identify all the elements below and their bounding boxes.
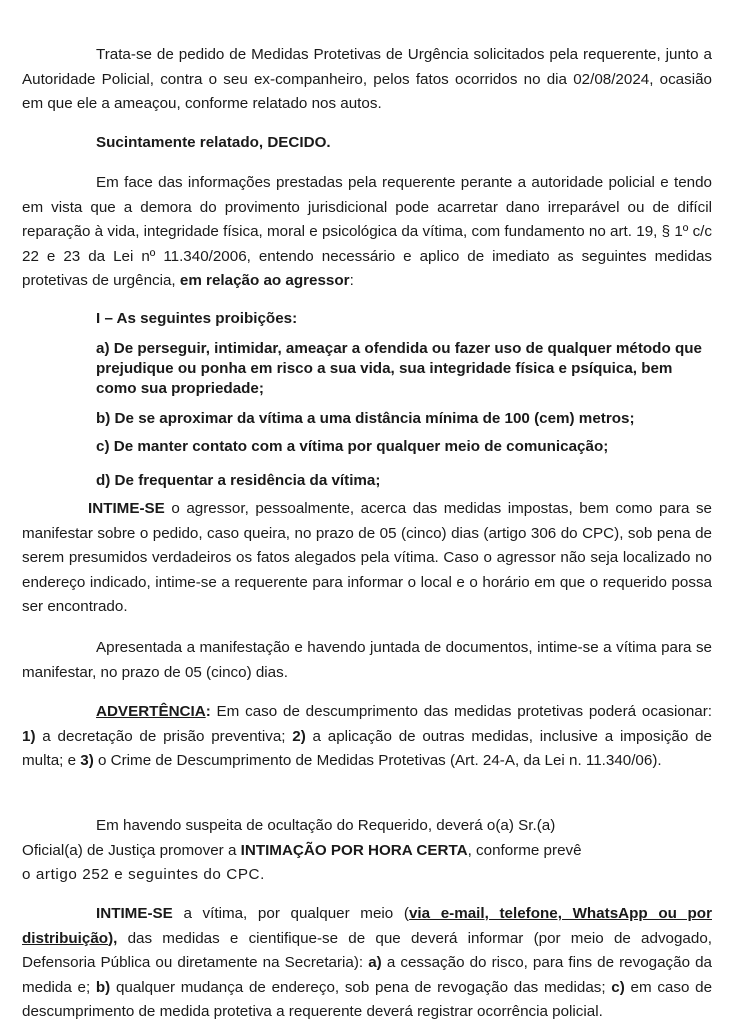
notify-victim-text xyxy=(22,902,712,1025)
prohibition-item-b: b) De se aproximar da vítima a uma distância mínima de 100 (cem) metros; xyxy=(96,410,635,427)
notify-victim-tb: qualquer mudança de endereço, sob pena de revogação das medidas; xyxy=(110,978,612,996)
hora-certa-bold: INTIMAÇÃO POR HORA CERTA xyxy=(240,841,468,859)
grounds-end: : xyxy=(349,272,354,289)
manifestation-text: Apresentada a manifestação e havendo juntada de documentos, intime-se a vítima para se manifestar, no prazo de 05 (cinco) dias. xyxy=(22,639,712,681)
warning-t2: a decretação de prisão preventiva; xyxy=(35,727,293,745)
grounds-text xyxy=(22,171,712,294)
warning-label: ADVERTÊNCIA xyxy=(96,703,206,720)
paragraph-hora-certa xyxy=(22,814,712,888)
notify-victim-t1: a vítima, por qualquer meio ( xyxy=(172,905,409,922)
warning-n1: 1) xyxy=(22,727,36,745)
hora-certa-line1: Em havendo suspeita de ocultação do Requerido, deverá o(a) Sr.(a) xyxy=(96,817,556,834)
prohibitions-heading: I – As seguintes proibições: xyxy=(96,310,298,327)
paragraph-notify-victim xyxy=(22,902,712,1025)
grounds-body: Em face das informações prestadas pela requerente perante a autoridade policial e tendo em vista que a demora do provimento jurisdicional pode acarretar dano irreparável ou de difícil reparação à vida, integridade física, moral e psicológica da vítima, com fundamento no art. 19, § 1º c/c 22 e 23 da Lei nº 11.340/2006, entendo necessário e aplico de imediato as seguintes medidas protetivas de urgência, xyxy=(22,174,712,289)
decision-heading-block xyxy=(22,131,712,156)
warning-colon: : xyxy=(205,703,211,720)
prohibitions-list xyxy=(96,309,712,491)
prohibition-item-d: d) De frequentar a residência da vítima; xyxy=(96,472,381,489)
warning-n2: 2) xyxy=(292,727,306,745)
paragraph-facts xyxy=(22,43,712,117)
hora-certa-line2-b: , conforme prevê xyxy=(467,841,582,859)
paragraph-warning xyxy=(22,700,712,774)
hora-certa-line2 xyxy=(22,839,712,864)
grounds-bold: em relação ao agressor xyxy=(179,272,350,289)
warning-t3: a aplicação de outras medidas, inclusive a imposição de multa; e xyxy=(22,727,712,769)
notify-victim-tc: em caso de descumprimento de medida protetiva a requerente deverá registrar ocorrência policial. xyxy=(22,978,713,1020)
notify-victim-bold: INTIME-SE xyxy=(96,905,173,922)
facts-text: Trata-se de pedido de Medidas Protetivas de Urgência solicitados pela requerente, junto a Autoridade Policial, contra o seu ex-companheiro, pelos fatos ocorridos no dia 02/08/2024, ocasião em que ele a ameaçou, conforme relatado nos autos. xyxy=(22,46,712,112)
prohibition-item-c: c) De manter contato com a vítima por qualquer meio de comunicação; xyxy=(96,438,609,455)
notify-victim-c: c) xyxy=(611,978,625,996)
notify-victim-ta: a cessação do risco, para fins de revogação da medida e; xyxy=(22,954,712,996)
warning-text xyxy=(22,700,712,774)
hora-certa-line2-a: Oficial(a) de Justiça promover a xyxy=(22,841,241,859)
decision-heading: Sucintamente relatado, DECIDO. xyxy=(96,134,331,151)
paragraph-grounds xyxy=(22,171,712,294)
warning-t4: o Crime de Descumprimento de Medidas Protetivas (Art. 24-A, da Lei n. 11.340/06). xyxy=(93,752,662,769)
notify-aggressor-text xyxy=(22,497,712,620)
warning-n3: 3) xyxy=(80,752,94,769)
paragraph-manifestation xyxy=(22,636,712,685)
notify-victim-t2: ), xyxy=(108,929,118,947)
notify-victim-means: via e-mail, telefone, WhatsApp ou por distribuição xyxy=(22,905,712,947)
paragraph-notify-aggressor xyxy=(22,497,712,620)
notify-aggressor-bold: INTIME-SE xyxy=(88,500,165,517)
prohibition-item-a: a) De perseguir, intimidar, ameaçar a ofendida ou fazer uso de qualquer método que prejudique ou ponha em risco a sua vida, sua integridade física e psíquica, bem como sua propriedade; xyxy=(96,340,702,397)
notify-aggressor-body: o agressor, pessoalmente, acerca das medidas impostas, bem como para se manifestar sobre o pedido, caso queira, no prazo de 05 (cinco) dias (artigo 306 do CPC), sob pena de serem presumidos verdadeiros os fatos alegados pela vítima. Caso o agressor não seja localizado no endereço indicado, intime-se a requerente para informar o local e o horário em que o requerido possa ser encontrado. xyxy=(22,500,712,615)
notify-victim-a: a) xyxy=(368,954,382,971)
notify-victim-b: b) xyxy=(95,978,111,996)
notify-victim-t3: das medidas e cientifique-se de que deverá informar (por meio de advogado, Defensoria Pública ou diretamente na Secretaria): xyxy=(22,929,712,971)
warning-t1: Em caso de descumprimento das medidas protetivas poderá ocasionar: xyxy=(210,703,712,720)
hora-certa-line3: o artigo 252 e seguintes do CPC. xyxy=(22,866,265,883)
